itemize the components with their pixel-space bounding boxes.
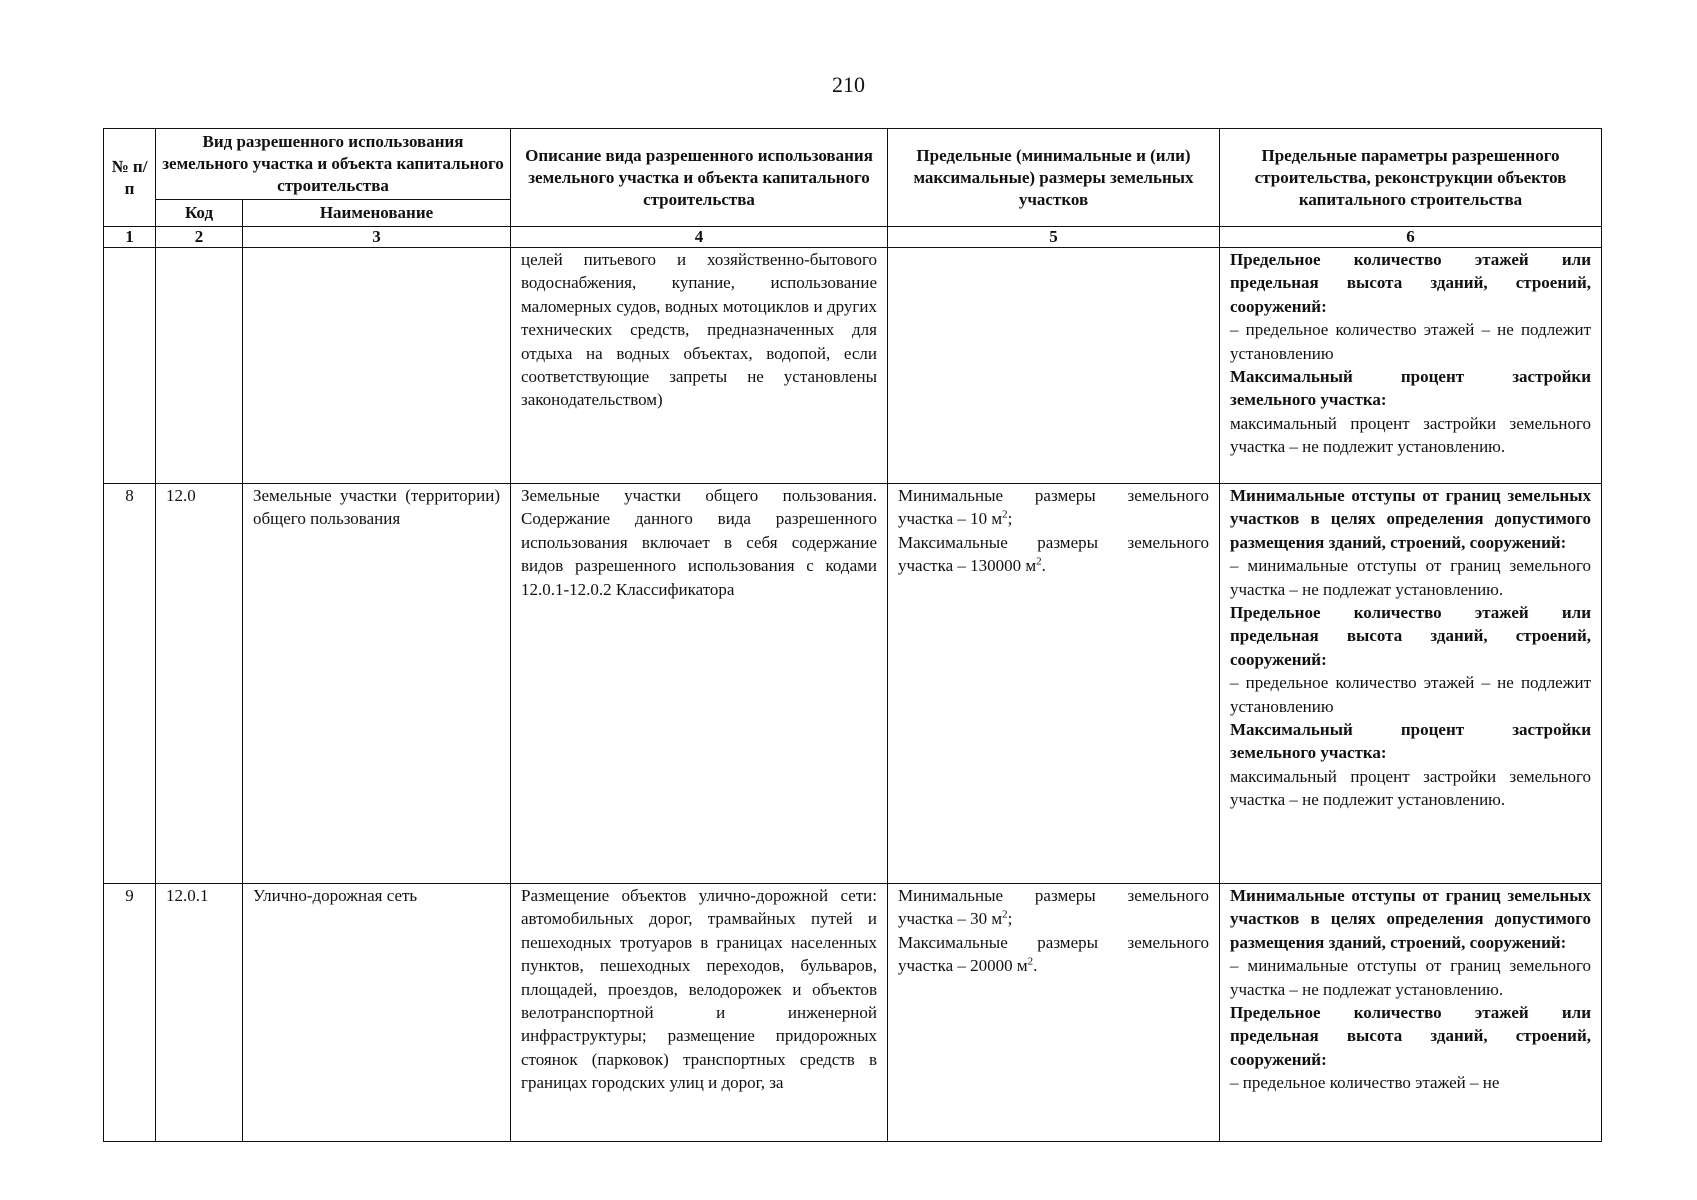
param-heading: Максимальный процент застройки земельного участка: — [1230, 367, 1591, 410]
row-use-name — [243, 248, 511, 484]
column-number: 6 — [1220, 227, 1602, 248]
row-number: 8 — [104, 484, 156, 884]
row-number — [104, 248, 156, 484]
param-text: – минимальные отступы от границ земельного участка – не подлежат установлению. — [1230, 956, 1591, 999]
param-heading: Минимальные отступы от границ земельных участков в целях определения допустимого размещения зданий, строений, сооружений: — [1230, 486, 1591, 552]
table-row — [104, 484, 1602, 884]
row-description: Размещение объектов улично-дорожной сети: автомобильных дорог, трамвайных путей и пешеходных тротуаров в границах населенных пунктов, пешеходных переходов, бульваров, площадей, проездов, велодорожек и объектов велотранспортной и инженерной инфраструктуры; размещение придорожных стоянок (парковок) транспортных средств в границах городских улиц и дорог, за — [511, 884, 888, 1142]
header-row-1 — [104, 129, 1602, 200]
row-build-params — [1220, 484, 1602, 884]
table-row — [104, 884, 1602, 1142]
row-build-params — [1220, 248, 1602, 484]
row-plot-size — [888, 484, 1220, 884]
table-row — [104, 248, 1602, 484]
param-text: – минимальные отступы от границ земельного участка – не подлежат установлению. — [1230, 556, 1591, 599]
column-number: 3 — [243, 227, 511, 248]
param-heading: Предельное количество этажей или предельная высота зданий, строений, сооружений: — [1230, 1003, 1591, 1069]
column-number: 4 — [511, 227, 888, 248]
param-text: максимальный процент застройки земельного участка – не подлежит установлению. — [1230, 766, 1591, 810]
table-body — [104, 248, 1602, 1142]
column-number-row — [104, 227, 1602, 248]
row-use-name: Улично-дорожная сеть — [243, 884, 511, 1142]
row-number: 9 — [104, 884, 156, 1142]
row-plot-size — [888, 248, 1220, 484]
header-number: № п/п — [104, 129, 156, 227]
param-text: – предельное количество этажей – не подлежит установлению — [1230, 320, 1591, 363]
max-plot-size: Максимальные размеры земельного участка – 130000 $м^2$. — [898, 532, 1209, 576]
row-code — [156, 248, 243, 484]
min-plot-size: Минимальные размеры земельного участка – 10 $м^2$; — [898, 486, 1209, 529]
header-name: Наименование — [243, 200, 511, 227]
param-heading: Предельное количество этажей или предельная высота зданий, строений, сооружений: — [1230, 603, 1591, 669]
row-code: 12.0 — [156, 484, 243, 884]
header-description: Описание вида разрешенного использования земельного участка и объекта капитального строительства — [511, 129, 888, 227]
page-number: 210 — [832, 72, 865, 97]
header-build-params: Предельные параметры разрешенного строительства, реконструкции объектов капитального строительства — [1220, 129, 1602, 227]
row-build-params — [1220, 884, 1602, 1142]
column-number: 1 — [104, 227, 156, 248]
param-text: максимальный процент застройки земельного участка – не подлежит установлению. — [1230, 413, 1591, 457]
max-plot-size: Максимальные размеры земельного участка – 20000 $м^2$. — [898, 932, 1209, 976]
param-heading: Минимальные отступы от границ земельных участков в целях определения допустимого размещения зданий, строений, сооружений: — [1230, 886, 1591, 952]
param-heading: Максимальный процент застройки земельного участка: — [1230, 720, 1591, 763]
row-use-name: Земельные участки (территории) общего пользования — [243, 484, 511, 884]
row-description: Земельные участки общего пользования. Содержание данного вида разрешенного использования включает в себя содержание видов разрешенного использования с кодами 12.0.1-12.0.2 Классификатора — [511, 484, 888, 884]
header-use-type-group: Вид разрешенного использования земельного участка и объекта капитального строительства — [156, 129, 511, 200]
row-description: целей питьевого и хозяйственно-бытового водоснабжения, купание, использование маломерных судов, водных мотоциклов и других технических средств, предназначенных для отдыха на водных объектах, водопой, если соответствующие запреты не установлены законодательством) — [511, 248, 888, 484]
param-text: – предельное количество этажей – не подлежит установлению — [1230, 673, 1591, 716]
min-plot-size: Минимальные размеры земельного участка – 30 $м^2$; — [898, 886, 1209, 929]
header-plot-size: Предельные (минимальные и (или) максимальные) размеры земельных участков — [888, 129, 1220, 227]
row-code: 12.0.1 — [156, 884, 243, 1142]
column-number: 2 — [156, 227, 243, 248]
param-heading: Предельное количество этажей или предельная высота зданий, строений, сооружений: — [1230, 250, 1591, 316]
column-number: 5 — [888, 227, 1220, 248]
row-plot-size — [888, 884, 1220, 1142]
header-code: Код — [156, 200, 243, 227]
land-use-table — [103, 128, 1602, 1142]
param-text: – предельное количество этажей – не — [1230, 1073, 1500, 1093]
